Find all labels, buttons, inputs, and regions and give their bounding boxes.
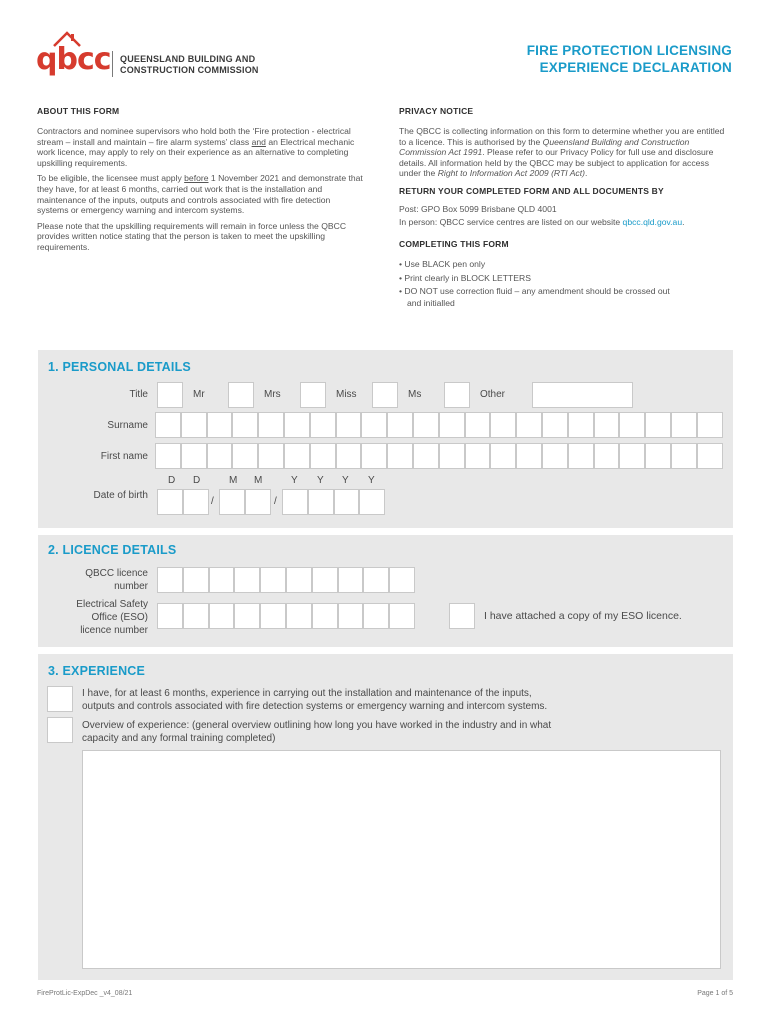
title-label: Title	[129, 389, 148, 400]
char-cell[interactable]	[258, 412, 284, 438]
char-cell[interactable]	[157, 567, 183, 593]
char-cell[interactable]	[645, 412, 671, 438]
title-other-checkbox[interactable]	[444, 382, 470, 408]
title-other-label: Other	[480, 389, 506, 400]
char-cell[interactable]	[312, 603, 338, 629]
char-cell[interactable]	[516, 443, 542, 469]
char-cell[interactable]	[207, 443, 233, 469]
char-cell[interactable]	[234, 567, 260, 593]
char-cell[interactable]	[183, 489, 209, 515]
char-cell[interactable]	[183, 603, 209, 629]
char-cell[interactable]	[207, 412, 233, 438]
title-mr-label: Mr	[193, 389, 205, 400]
char-cell[interactable]	[387, 443, 413, 469]
dob-hint: M	[254, 475, 263, 486]
org-name: QUEENSLAND BUILDING AND CONSTRUCTION COMMISSION	[120, 54, 259, 75]
completing-item: • Print clearly in BLOCK LETTERS	[399, 273, 531, 284]
char-cell[interactable]	[389, 567, 415, 593]
experience-6-months-label: I have, for at least 6 months, experience in carrying out the installation and maintenance of the inputs, outputs and controls associated with fire detection systems or emergency warning and intercom systems.	[82, 688, 548, 712]
char-cell[interactable]	[671, 443, 697, 469]
title-other-field[interactable]	[532, 382, 633, 408]
char-cell[interactable]	[363, 567, 389, 593]
experience-6-months-checkbox[interactable]	[47, 686, 73, 712]
char-cell[interactable]	[619, 443, 645, 469]
dob-year-input[interactable]	[282, 489, 385, 515]
return-in-person: In person: QBCC service centres are listed on our website qbcc.qld.gov.au.	[399, 216, 685, 227]
website-link[interactable]: qbcc.qld.gov.au	[622, 216, 683, 227]
char-cell[interactable]	[286, 603, 312, 629]
dob-hint: M	[229, 475, 238, 486]
char-cell[interactable]	[465, 412, 491, 438]
experience-title: 3. EXPERIENCE	[48, 664, 146, 678]
char-cell[interactable]	[542, 443, 568, 469]
char-cell[interactable]	[157, 489, 183, 515]
qbcc-licence-label: QBCC licence number	[85, 568, 148, 592]
char-cell[interactable]	[645, 443, 671, 469]
char-cell[interactable]	[619, 412, 645, 438]
experience-overview-textarea[interactable]	[82, 750, 721, 969]
char-cell[interactable]	[361, 443, 387, 469]
completing-item: and initialled	[407, 298, 455, 309]
surname-label: Surname	[107, 420, 148, 431]
char-cell[interactable]	[697, 412, 723, 438]
eso-attached-label: I have attached a copy of my ESO licence.	[484, 610, 682, 622]
char-cell[interactable]	[359, 489, 385, 515]
char-cell[interactable]	[183, 567, 209, 593]
dob-day-input[interactable]	[157, 489, 209, 515]
first-name-label: First name	[100, 451, 148, 462]
dob-slash: /	[211, 496, 214, 507]
char-cell[interactable]	[284, 412, 310, 438]
personal-details-title: 1. PERSONAL DETAILS	[48, 360, 191, 374]
char-cell[interactable]	[157, 603, 183, 629]
title-miss-label: Miss	[336, 389, 357, 400]
personal-details-panel	[38, 350, 733, 528]
char-cell[interactable]	[282, 489, 308, 515]
about-paragraph-1: Contractors and nominee supervisors who hold both the ‘Fire protection - electrical stream – install and maintain – fire alarm systems’ class and an Electrical mechanic work licence, may apply to rely on their experience as an alternative to completing upskilling requirements.	[37, 126, 355, 168]
dob-month-input[interactable]	[219, 489, 271, 515]
char-cell[interactable]	[387, 412, 413, 438]
char-cell[interactable]	[181, 412, 207, 438]
char-cell[interactable]	[671, 412, 697, 438]
char-cell[interactable]	[439, 412, 465, 438]
page-number: Page 1 of 5	[697, 990, 733, 997]
form-code: FireProtLic-ExpDec _v4_08/21	[37, 990, 133, 997]
char-cell[interactable]	[334, 489, 360, 515]
char-cell[interactable]	[363, 603, 389, 629]
char-cell[interactable]	[232, 412, 258, 438]
char-cell[interactable]	[361, 412, 387, 438]
dob-hint: Y	[368, 475, 375, 486]
char-cell[interactable]	[516, 412, 542, 438]
char-cell[interactable]	[594, 412, 620, 438]
first-name-input[interactable]	[155, 443, 723, 469]
about-paragraph-3: Please note that the upskilling requirements will remain in force unless the QBCC provides written notice stating that the person is taken to meet the upskilling requirements.	[37, 220, 347, 252]
eso-licence-label: Electrical Safety Office (ESO) licence number	[76, 599, 148, 636]
char-cell[interactable]	[284, 443, 310, 469]
privacy-heading: PRIVACY NOTICE	[399, 106, 474, 116]
experience-overview-label: Overview of experience: (general overview outlining how long you have worked in the industry and in what capacity and any formal training completed)	[82, 720, 552, 744]
char-cell[interactable]	[568, 412, 594, 438]
char-cell[interactable]	[260, 567, 286, 593]
char-cell[interactable]	[219, 489, 245, 515]
char-cell[interactable]	[490, 443, 516, 469]
form-title: FIRE PROTECTION LICENSING EXPERIENCE DECLARATION	[526, 43, 732, 75]
char-cell[interactable]	[258, 443, 284, 469]
char-cell[interactable]	[181, 443, 207, 469]
about-section	[37, 106, 363, 253]
char-cell[interactable]	[234, 603, 260, 629]
char-cell[interactable]	[232, 443, 258, 469]
char-cell[interactable]	[439, 443, 465, 469]
char-cell[interactable]	[542, 412, 568, 438]
char-cell[interactable]	[308, 489, 334, 515]
title-mrs-checkbox[interactable]	[228, 382, 254, 408]
licence-details-panel	[38, 535, 733, 647]
experience-panel	[38, 654, 733, 980]
qbcc-licence-input[interactable]	[157, 567, 415, 593]
about-heading: ABOUT THIS FORM	[37, 106, 120, 116]
privacy-section	[399, 106, 733, 309]
about-paragraph-2: To be eligible, the licensee must apply before 1 November 2021 and demonstrate that they have, for at least 6 months, carried out work that is the installation and maintenance of the inputs, outputs and controls associated with fire detection systems or emergency warning and intercom systems.	[37, 173, 363, 216]
char-cell[interactable]	[209, 603, 235, 629]
char-cell[interactable]	[310, 443, 336, 469]
char-cell[interactable]	[697, 443, 723, 469]
licence-details-title: 2. LICENCE DETAILS	[48, 543, 177, 557]
title-ms-checkbox[interactable]	[372, 382, 398, 408]
char-cell[interactable]	[245, 489, 271, 515]
char-cell[interactable]	[312, 567, 338, 593]
char-cell[interactable]	[338, 603, 364, 629]
char-cell[interactable]	[413, 412, 439, 438]
char-cell[interactable]	[490, 412, 516, 438]
logo-text: qbcc	[36, 42, 111, 77]
char-cell[interactable]	[260, 603, 286, 629]
dob-hint: D	[193, 475, 201, 486]
return-post: Post: GPO Box 5099 Brisbane QLD 4001	[399, 203, 557, 214]
eso-attached-checkbox[interactable]	[449, 603, 475, 629]
char-cell[interactable]	[336, 412, 362, 438]
char-cell[interactable]	[338, 567, 364, 593]
completing-item: • Use BLACK pen only	[399, 259, 486, 270]
qbcc-logo	[36, 30, 276, 80]
surname-input[interactable]	[155, 412, 723, 438]
dob-hint: D	[168, 475, 176, 486]
char-cell[interactable]	[155, 443, 181, 469]
experience-overview-checkbox[interactable]	[47, 717, 73, 743]
title-miss-checkbox[interactable]	[300, 382, 326, 408]
privacy-paragraph: The QBCC is collecting information on this form to determine whether you are entitled to a licence. This is authorised by the Queensland Building and Construction Commission Act 1991. Please refer to our Privacy Policy for full use and disclosure details. All information held by the QBCC may be subject to application for access under the Right to Information Act 2009 (RTI Act).	[399, 126, 725, 179]
return-heading: RETURN YOUR COMPLETED FORM AND ALL DOCUMENTS BY	[399, 185, 664, 196]
completing-heading: COMPLETING THIS FORM	[399, 239, 509, 250]
char-cell[interactable]	[310, 412, 336, 438]
char-cell[interactable]	[286, 567, 312, 593]
char-cell[interactable]	[465, 443, 491, 469]
char-cell[interactable]	[336, 443, 362, 469]
title-ms-label: Ms	[408, 389, 422, 400]
char-cell[interactable]	[594, 443, 620, 469]
dob-label: Date of birth	[93, 490, 148, 501]
dob-slash: /	[274, 496, 277, 507]
dob-hint: Y	[317, 475, 324, 486]
title-mr-checkbox[interactable]	[157, 382, 183, 408]
dob-hint: Y	[342, 475, 349, 486]
completing-item: • DO NOT use correction fluid – any amendment should be crossed out	[399, 286, 670, 297]
dob-hint: Y	[291, 475, 298, 486]
char-cell[interactable]	[389, 603, 415, 629]
eso-licence-input[interactable]	[157, 603, 415, 629]
char-cell[interactable]	[568, 443, 594, 469]
char-cell[interactable]	[209, 567, 235, 593]
title-mrs-label: Mrs	[264, 389, 281, 400]
logo-divider	[112, 51, 113, 77]
char-cell[interactable]	[155, 412, 181, 438]
char-cell[interactable]	[413, 443, 439, 469]
